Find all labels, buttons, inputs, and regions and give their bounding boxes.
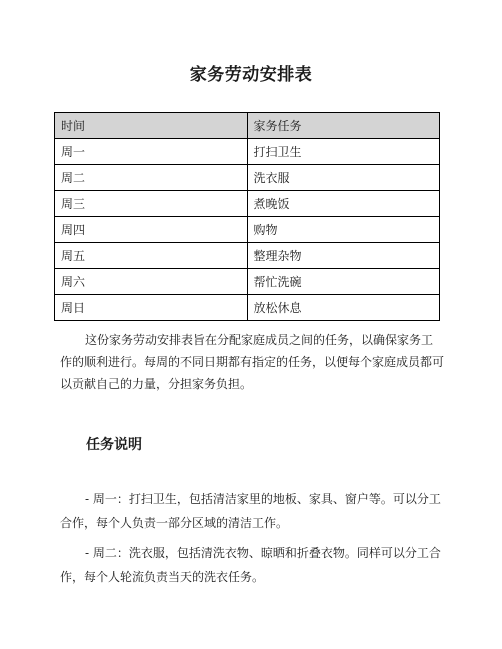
table-header-row (55, 113, 440, 139)
header-task: 家务任务 (247, 113, 440, 139)
task-cell: 购物 (247, 217, 440, 243)
day-cell: 周一 (55, 139, 248, 165)
day-cell: 周二 (55, 165, 248, 191)
day-cell: 周六 (55, 269, 248, 295)
intro-paragraph: 这份家务劳动安排表旨在分配家庭成员之间的任务，以确保家务工作的顺利进行。每周的不同日期都有指定的任务，以便每个家庭成员都可以贡献自己的力量，分担家务负担。 (60, 333, 445, 391)
chore-schedule-table (54, 112, 440, 321)
task-cell: 帮忙洗碗 (247, 269, 440, 295)
day-cell: 周日 (55, 295, 248, 321)
table-row (55, 217, 440, 243)
table-row (55, 243, 440, 269)
task-cell: 放松休息 (247, 295, 440, 321)
task-description-monday: - 周一：打扫卫生，包括清洁家里的地板、家具、窗户等。可以分工合作，每个人负责一部分区域的清洁工作。 (60, 492, 441, 530)
document-title: 家务劳动安排表 (189, 65, 313, 85)
task-description-tuesday: - 周二：洗衣服，包括清洗衣物、晾晒和折叠衣物。同样可以分工合作，每个人轮流负责当天的洗衣任务。 (60, 546, 441, 584)
task-cell: 煮晚饭 (247, 191, 440, 217)
table-row (55, 269, 440, 295)
task-cell: 整理杂物 (247, 243, 440, 269)
day-cell: 周四 (55, 217, 248, 243)
task-cell: 打扫卫生 (247, 139, 440, 165)
table-row (55, 139, 440, 165)
day-cell: 周五 (55, 243, 248, 269)
table-row (55, 191, 440, 217)
header-time: 时间 (55, 113, 248, 139)
day-cell: 周三 (55, 191, 248, 217)
section-heading: 任务说明 (86, 437, 142, 453)
table-row (55, 295, 440, 321)
task-cell: 洗衣服 (247, 165, 440, 191)
table-row (55, 165, 440, 191)
